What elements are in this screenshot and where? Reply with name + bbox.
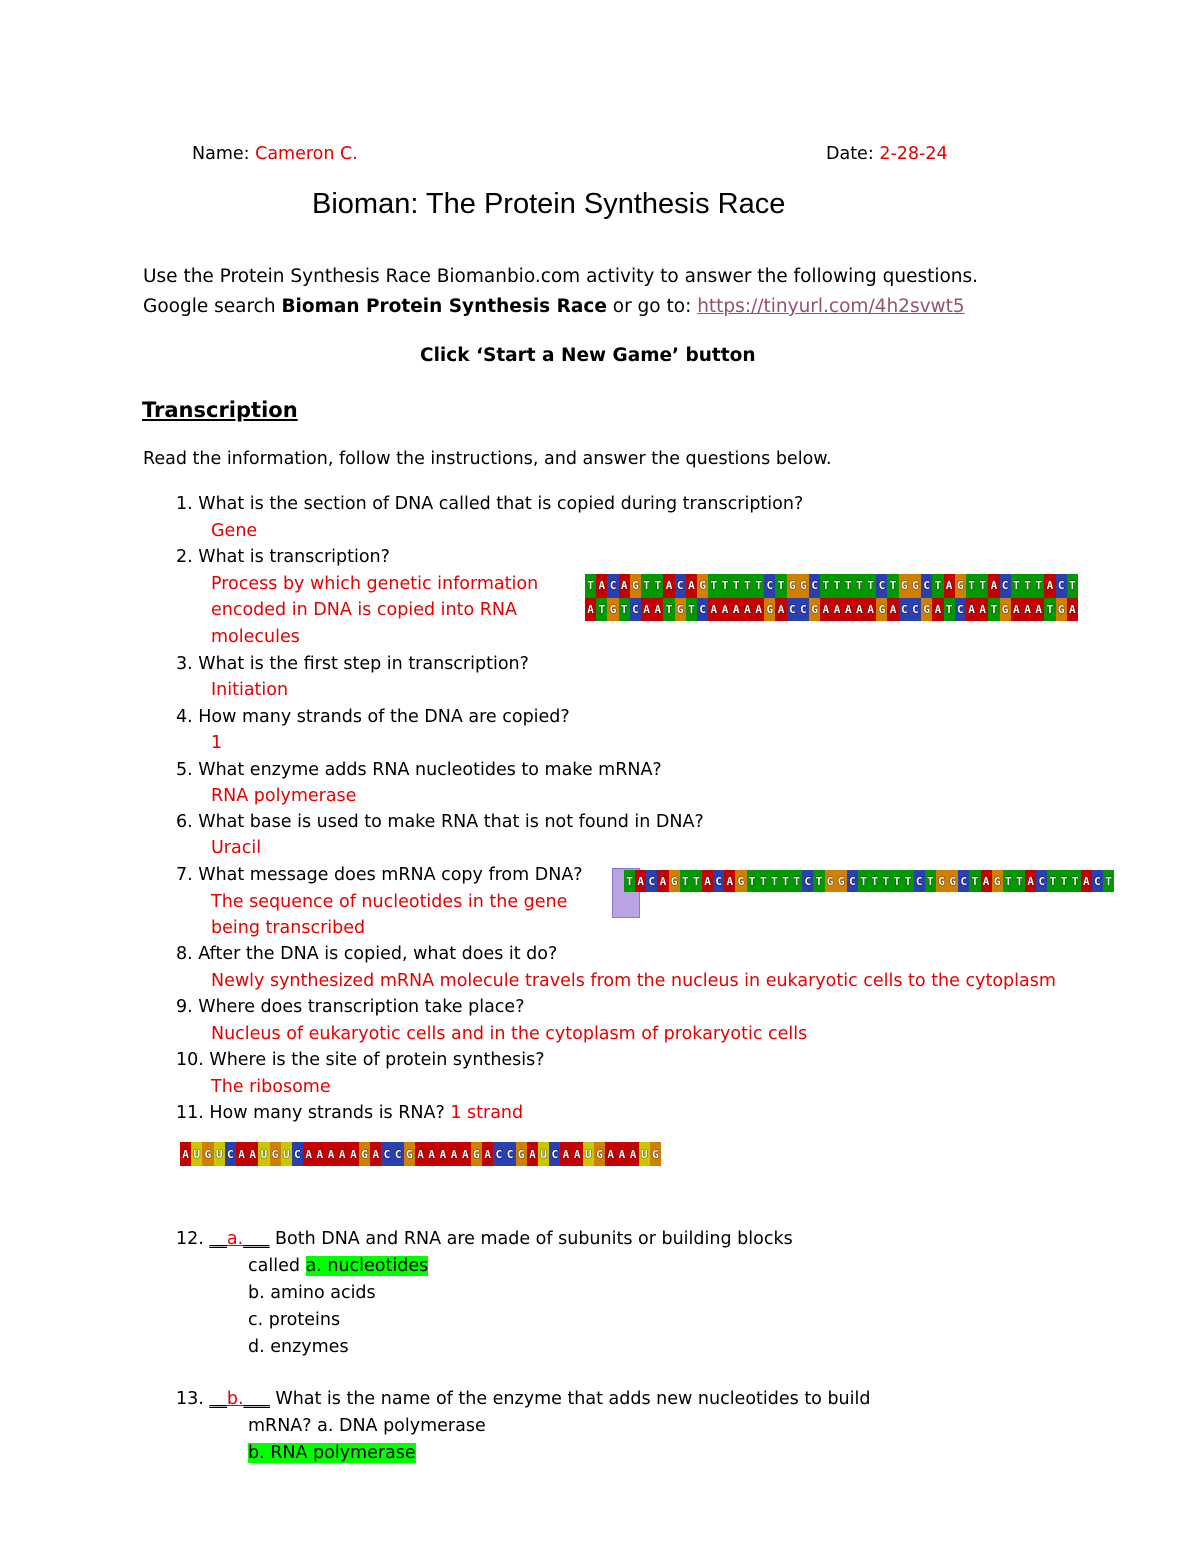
nucleotide-base: C	[630, 598, 641, 622]
nucleotide-base: G	[516, 1142, 527, 1166]
nucleotide-base: A	[663, 574, 674, 598]
nucleotide-base: T	[585, 574, 596, 598]
nucleotide-base: C	[798, 598, 809, 622]
nucleotide-base: U	[538, 1142, 549, 1166]
nucleotide-base: T	[932, 574, 943, 598]
answer-2-line-3: molecules	[211, 627, 300, 647]
nucleotide-base: C	[607, 574, 618, 598]
nucleotide-base: T	[854, 574, 865, 598]
question-11-line	[176, 1103, 523, 1123]
nucleotide-base: T	[1044, 598, 1055, 622]
nucleotide-base: T	[820, 574, 831, 598]
nucleotide-base: T	[753, 574, 764, 598]
nucleotide-base: G	[947, 870, 958, 892]
nucleotide-base: A	[1025, 870, 1036, 892]
mc-13-stem-line-2: mRNA? a. DNA polymerase	[248, 1416, 486, 1436]
nucleotide-base: T	[769, 870, 780, 892]
mc-12-answer: a.	[226, 1229, 244, 1249]
nucleotide-base: T	[858, 870, 869, 892]
nucleotide-base: T	[831, 574, 842, 598]
nucleotide-base: T	[1058, 870, 1069, 892]
nucleotide-base: A	[180, 1142, 191, 1166]
nucleotide-base: A	[865, 598, 876, 622]
dna-single-strand-image	[624, 870, 1114, 892]
nucleotide-base: A	[415, 1142, 426, 1166]
answer-3: Initiation	[211, 680, 289, 700]
nucleotide-base: C	[899, 598, 910, 622]
answer-7-line-2: being transcribed	[211, 918, 366, 938]
nucleotide-base: T	[791, 870, 802, 892]
question-10: 10. Where is the site of protein synthesis?	[176, 1050, 545, 1070]
nucleotide-base: A	[560, 1142, 571, 1166]
nucleotide-base: G	[359, 1142, 370, 1166]
nucleotide-base: C	[549, 1142, 560, 1166]
page-title: Bioman: The Protein Synthesis Race	[312, 188, 786, 220]
answer-5: RNA polymerase	[211, 786, 357, 806]
nucleotide-base: U	[583, 1142, 594, 1166]
nucleotide-base: T	[1011, 574, 1022, 598]
nucleotide-base: G	[809, 598, 820, 622]
answer-6: Uracil	[211, 838, 262, 858]
nucleotide-base: A	[854, 598, 865, 622]
answer-2-line-1: Process by which genetic information	[211, 574, 539, 594]
nucleotide-base: G	[836, 870, 847, 892]
click-instruction: Click ‘Start a New Game’ button	[420, 345, 756, 366]
nucleotide-base: A	[820, 598, 831, 622]
nucleotide-base: T	[680, 870, 691, 892]
nucleotide-base: A	[325, 1142, 336, 1166]
nucleotide-base: T	[686, 598, 697, 622]
nucleotide-base: T	[747, 870, 758, 892]
mc-12-option-b: b. amino acids	[248, 1283, 376, 1303]
nucleotide-base: A	[887, 598, 898, 622]
nucleotide-base: C	[646, 870, 657, 892]
nucleotide-base: G	[992, 870, 1003, 892]
question-6: 6. What base is used to make RNA that is not found in DNA?	[176, 812, 704, 832]
nucleotide-base: A	[657, 870, 668, 892]
nucleotide-base: T	[903, 870, 914, 892]
question-11: 11. How many strands is RNA?	[176, 1103, 445, 1123]
mc-12-option-d: d. enzymes	[248, 1337, 349, 1357]
nucleotide-base: C	[1092, 870, 1103, 892]
nucleotide-base: U	[258, 1142, 269, 1166]
nucleotide-base: G	[669, 870, 680, 892]
answer-11: 1 strand	[450, 1103, 524, 1123]
nucleotide-base: C	[1036, 870, 1047, 892]
nucleotide-base: A	[1067, 598, 1078, 622]
nucleotide-base: T	[742, 574, 753, 598]
answer-8: Newly synthesized mRNA molecule travels from the nucleus in eukaryotic cells to the cytoplasm	[211, 971, 1056, 991]
nucleotide-base: T	[663, 598, 674, 622]
intro-line-2: Google search Bioman Protein Synthesis Race or go to: https://tinyurl.com/4h2svwt5	[143, 296, 965, 317]
nucleotide-base: A	[742, 598, 753, 622]
nucleotide-base: G	[630, 574, 641, 598]
nucleotide-base: G	[921, 598, 932, 622]
mc-12-stem-line-2: called a. nucleotides	[248, 1256, 429, 1276]
nucleotide-base: A	[337, 1142, 348, 1166]
nucleotide-base: T	[780, 870, 791, 892]
nucleotide-base: C	[921, 574, 932, 598]
nucleotide-base: C	[713, 870, 724, 892]
name-line	[192, 144, 358, 164]
dna-double-strand-image	[585, 574, 1078, 621]
nucleotide-base: C	[802, 870, 813, 892]
nucleotide-base: A	[775, 598, 786, 622]
nucleotide-base: A	[708, 598, 719, 622]
question-2: 2. What is transcription?	[176, 547, 390, 567]
nucleotide-base: G	[607, 598, 618, 622]
nucleotide-base: G	[1056, 598, 1067, 622]
nucleotide-base: C	[1056, 574, 1067, 598]
nucleotide-base: A	[616, 1142, 627, 1166]
question-9: 9. Where does transcription take place?	[176, 997, 525, 1017]
nucleotide-base: A	[932, 598, 943, 622]
nucleotide-base: C	[809, 574, 820, 598]
nucleotide-base: T	[813, 870, 824, 892]
nucleotide-base: A	[753, 598, 764, 622]
answer-2-line-2: encoded in DNA is copied into RNA	[211, 600, 517, 620]
nucleotide-base: T	[775, 574, 786, 598]
nucleotide-base: A	[460, 1142, 471, 1166]
nucleotide-base: C	[876, 574, 887, 598]
nucleotide-base: T	[1022, 574, 1033, 598]
nucleotide-base: T	[966, 574, 977, 598]
nucleotide-base: C	[504, 1142, 515, 1166]
nucleotide-base: T	[641, 574, 652, 598]
nucleotide-base: T	[891, 870, 902, 892]
mc-12-stem: 12. __a.___ Both DNA and RNA are made of subunits or building blocks	[176, 1229, 793, 1249]
nucleotide-base: T	[869, 870, 880, 892]
nucleotide-base: T	[988, 598, 999, 622]
nucleotide-base: U	[281, 1142, 292, 1166]
nucleotide-base: T	[1033, 574, 1044, 598]
question-7: 7. What message does mRNA copy from DNA?	[176, 865, 583, 885]
nucleotide-base: A	[426, 1142, 437, 1166]
mc-12-option-c: c. proteins	[248, 1310, 341, 1330]
nucleotide-base: G	[697, 574, 708, 598]
nucleotide-base: C	[292, 1142, 303, 1166]
dna-template-strand	[624, 870, 1114, 892]
section-heading: Transcription	[142, 398, 298, 422]
nucleotide-base: T	[708, 574, 719, 598]
mc-13-answer: b.	[226, 1389, 244, 1409]
answer-1: Gene	[211, 521, 258, 541]
nucleotide-base: T	[977, 574, 988, 598]
answer-4: 1	[211, 733, 223, 753]
nucleotide-base: C	[955, 598, 966, 622]
nucleotide-base: C	[764, 574, 775, 598]
nucleotide-base: T	[1014, 870, 1025, 892]
nucleotide-base: A	[641, 598, 652, 622]
nucleotide-base: C	[675, 574, 686, 598]
nucleotide-base: A	[585, 598, 596, 622]
nucleotide-base: T	[880, 870, 891, 892]
nucleotide-base: G	[955, 574, 966, 598]
nucleotide-base: A	[437, 1142, 448, 1166]
nucleotide-base: A	[247, 1142, 258, 1166]
search-term: Bioman Protein Synthesis Race	[281, 296, 607, 317]
nucleotide-base: U	[639, 1142, 650, 1166]
nucleotide-base: T	[865, 574, 876, 598]
nucleotide-base: T	[843, 574, 854, 598]
nucleotide-base: C	[393, 1142, 404, 1166]
nucleotide-base: A	[635, 870, 646, 892]
name-value: Cameron C.	[255, 144, 358, 164]
nucleotide-base: G	[899, 574, 910, 598]
nucleotide-base: A	[482, 1142, 493, 1166]
nucleotide-base: A	[724, 870, 735, 892]
nucleotide-base: T	[1103, 870, 1114, 892]
date-value: 2-28-24	[879, 144, 948, 164]
nucleotide-base: T	[1003, 870, 1014, 892]
date-line	[826, 144, 948, 164]
mc-13-correct-option-line	[248, 1443, 416, 1463]
nucleotide-base: U	[191, 1142, 202, 1166]
nucleotide-base: A	[966, 598, 977, 622]
nucleotide-base: U	[214, 1142, 225, 1166]
nucleotide-base: T	[1070, 870, 1081, 892]
nucleotide-base: A	[628, 1142, 639, 1166]
nucleotide-base: G	[787, 574, 798, 598]
nucleotide-base: A	[1044, 574, 1055, 598]
nucleotide-base: G	[675, 598, 686, 622]
mc-12-correct-option: a. nucleotides	[305, 1256, 429, 1276]
nucleotide-base: C	[225, 1142, 236, 1166]
nucleotide-base: G	[594, 1142, 605, 1166]
nucleotide-base: T	[944, 598, 955, 622]
nucleotide-base: G	[876, 598, 887, 622]
mc-13-correct-option: b. RNA polymerase	[248, 1443, 416, 1463]
nucleotide-base: A	[1033, 598, 1044, 622]
nucleotide-base: G	[471, 1142, 482, 1166]
nucleotide-base: A	[944, 574, 955, 598]
nucleotide-base: A	[702, 870, 713, 892]
nucleotide-base: A	[236, 1142, 247, 1166]
nucleotide-base: T	[887, 574, 898, 598]
nucleotide-base: T	[719, 574, 730, 598]
answer-9: Nucleus of eukaryotic cells and in the cytoplasm of prokaryotic cells	[211, 1024, 808, 1044]
intro-line-1: Use the Protein Synthesis Race Biomanbio.com activity to answer the following questions.	[143, 266, 979, 287]
question-8: 8. After the DNA is copied, what does it do?	[176, 944, 558, 964]
nucleotide-base: A	[1081, 870, 1092, 892]
nucleotide-base: A	[831, 598, 842, 622]
nucleotide-base: A	[988, 574, 999, 598]
nucleotide-base: A	[572, 1142, 583, 1166]
dna-top-strand	[585, 574, 1078, 598]
nucleotide-base: G	[202, 1142, 213, 1166]
answer-10: The ribosome	[211, 1077, 331, 1097]
nucleotide-base: A	[1011, 598, 1022, 622]
nucleotide-base: C	[910, 598, 921, 622]
nucleotide-base: A	[843, 598, 854, 622]
nucleotide-base: C	[847, 870, 858, 892]
nucleotide-base: G	[735, 870, 746, 892]
answer-7-line-1: The sequence of nucleotides in the gene	[211, 892, 568, 912]
nucleotide-base: T	[1047, 870, 1058, 892]
nucleotide-base: T	[691, 870, 702, 892]
nucleotide-base: G	[798, 574, 809, 598]
nucleotide-base: T	[969, 870, 980, 892]
name-label: Name:	[192, 144, 250, 164]
nucleotide-base: A	[981, 870, 992, 892]
nucleotide-base: G	[910, 574, 921, 598]
nucleotide-base: C	[787, 598, 798, 622]
question-5: 5. What enzyme adds RNA nucleotides to make mRNA?	[176, 760, 662, 780]
nucleotide-base: A	[977, 598, 988, 622]
nucleotide-base: A	[348, 1142, 359, 1166]
nucleotide-base: A	[303, 1142, 314, 1166]
nucleotide-base: T	[925, 870, 936, 892]
question-4: 4. How many strands of the DNA are copied?	[176, 707, 570, 727]
nucleotide-base: C	[958, 870, 969, 892]
nucleotide-base: A	[370, 1142, 381, 1166]
nucleotide-base: T	[596, 598, 607, 622]
nucleotide-base: G	[404, 1142, 415, 1166]
nucleotide-base: G	[825, 870, 836, 892]
question-3: 3. What is the first step in transcription?	[176, 654, 529, 674]
nucleotide-base: G	[270, 1142, 281, 1166]
nucleotide-base: T	[731, 574, 742, 598]
nucleotide-base: A	[1022, 598, 1033, 622]
rna-strand-image	[180, 1142, 661, 1166]
nucleotide-base: A	[596, 574, 607, 598]
nucleotide-base: T	[619, 598, 630, 622]
nucleotide-base: G	[650, 1142, 661, 1166]
date-label: Date:	[826, 144, 874, 164]
nucleotide-base: A	[619, 574, 630, 598]
nucleotide-base: A	[719, 598, 730, 622]
nucleotide-base: A	[605, 1142, 616, 1166]
rna-strand	[180, 1142, 661, 1166]
nucleotide-base: G	[764, 598, 775, 622]
nucleotide-base: T	[758, 870, 769, 892]
tinyurl-link[interactable]: https://tinyurl.com/4h2svwt5	[697, 296, 965, 317]
nucleotide-base: G	[1000, 598, 1011, 622]
read-instruction: Read the information, follow the instructions, and answer the questions below.	[143, 449, 832, 469]
nucleotide-base: A	[527, 1142, 538, 1166]
nucleotide-base: C	[381, 1142, 392, 1166]
nucleotide-base: T	[652, 574, 663, 598]
nucleotide-base: C	[914, 870, 925, 892]
mc-13-stem: 13. __b.___ What is the name of the enzyme that adds new nucleotides to build	[176, 1389, 871, 1409]
nucleotide-base: A	[731, 598, 742, 622]
nucleotide-base: A	[449, 1142, 460, 1166]
question-1: 1. What is the section of DNA called that is copied during transcription?	[176, 494, 804, 514]
nucleotide-base: C	[697, 598, 708, 622]
nucleotide-base: A	[314, 1142, 325, 1166]
nucleotide-base: A	[652, 598, 663, 622]
nucleotide-base: T	[1067, 574, 1078, 598]
dna-bottom-strand	[585, 598, 1078, 622]
nucleotide-base: C	[493, 1142, 504, 1166]
nucleotide-base: G	[936, 870, 947, 892]
nucleotide-base: C	[1000, 574, 1011, 598]
nucleotide-base: A	[686, 574, 697, 598]
nucleotide-base: T	[624, 870, 635, 892]
